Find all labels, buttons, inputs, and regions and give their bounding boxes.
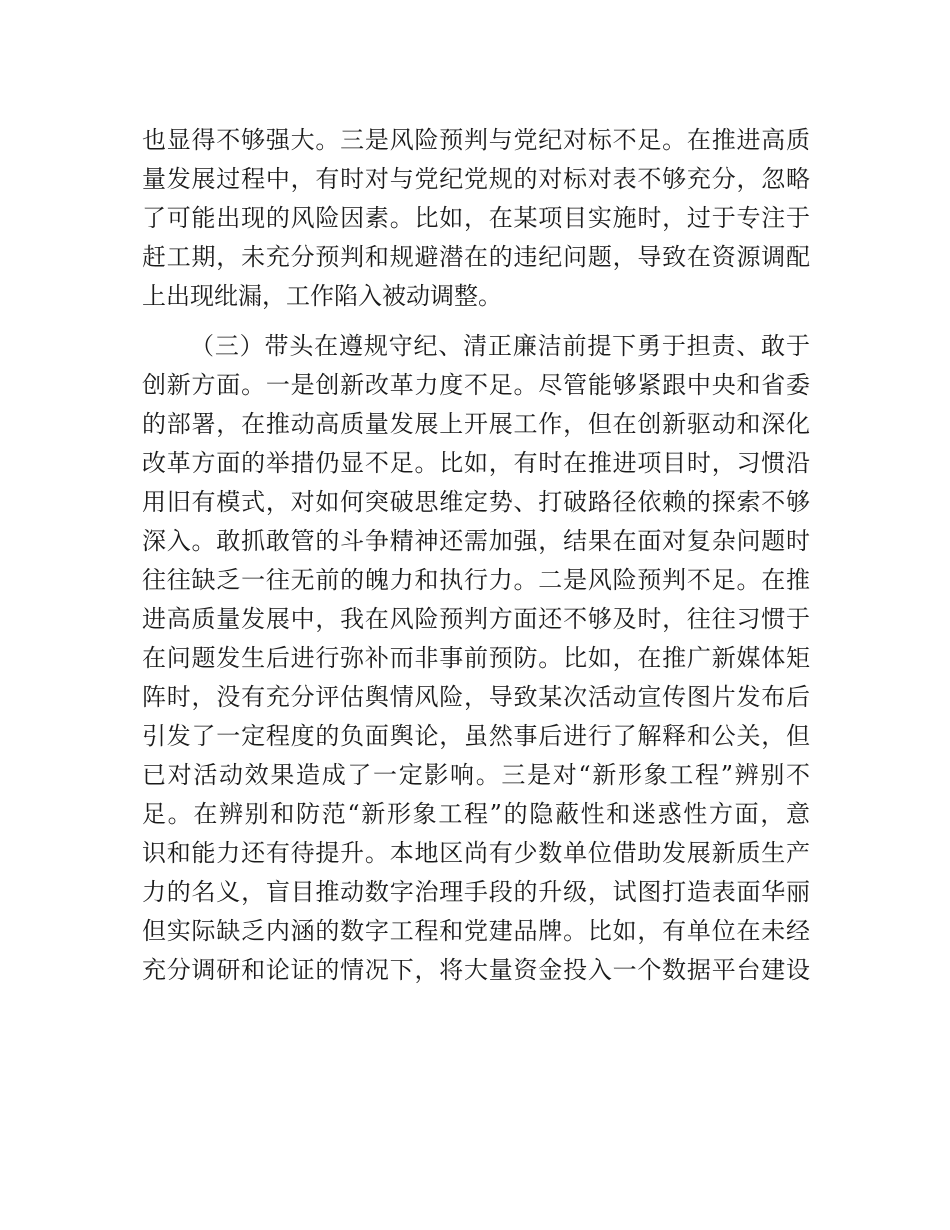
text-line-19: 识和能力还有待提升。本地区尚有少数单位借助发展新质生产 — [142, 839, 810, 867]
text-line-22: 充分调研和论证的情况下，将大量资金投入一个数据平台建设 — [142, 956, 810, 984]
text-line-12: 往往缺乏一往无前的魄力和执行力。二是风险预判不足。在推 — [142, 566, 810, 594]
text-line-3: 了可能出现的风险因素。比如，在某项目实施时，过于专注于 — [142, 204, 810, 232]
text-line-7: 创新方面。一是创新改革力度不足。尽管能够紧跟中央和省委 — [142, 371, 810, 399]
text-line-8: 的部署，在推动高质量发展上开展工作，但在创新驱动和深化 — [142, 410, 810, 438]
text-line-13: 进高质量发展中，我在风险预判方面还不够及时，往往习惯于 — [142, 605, 810, 633]
text-line-2: 量发展过程中，有时对与党纪党规的对标对表不够充分，忽略 — [142, 165, 810, 193]
text-line-21: 但实际缺乏内涵的数字工程和党建品牌。比如，有单位在未经 — [142, 917, 810, 945]
text-line-9: 改革方面的举措仍显不足。比如，有时在推进项目时，习惯沿 — [142, 449, 810, 477]
text-line-18: 足。在辨别和防范“新形象工程”的隐蔽性和迷惑性方面，意 — [142, 800, 810, 828]
text-line-16: 引发了一定程度的负面舆论，虽然事后进行了解释和公关，但 — [142, 722, 810, 750]
text-line-17: 已对活动效果造成了一定影响。三是对“新形象工程”辨别不 — [142, 761, 810, 789]
text-line-10: 用旧有模式，对如何突破思维定势、打破路径依赖的探索不够 — [142, 488, 810, 516]
text-line-5: 上出现纰漏，工作陷入被动调整。 — [142, 282, 502, 310]
text-line-15: 阵时，没有充分评估舆情风险，导致某次活动宣传图片发布后 — [142, 683, 810, 711]
text-line-4: 赶工期，未充分预判和规避潜在的违纪问题，导致在资源调配 — [142, 243, 810, 271]
text-line-20: 力的名义，盲目推动数字治理手段的升级，试图打造表面华丽 — [142, 878, 810, 906]
text-line-14: 在问题发生后进行弥补而非事前预防。比如，在推广新媒体矩 — [142, 644, 810, 672]
text-line-6: （三）带头在遵规守纪、清正廉洁前提下勇于担责、敢于 — [190, 332, 810, 360]
text-line-11: 深入。敢抓敢管的斗争精神还需加强，结果在面对复杂问题时 — [142, 527, 810, 555]
text-line-1: 也显得不够强大。三是风险预判与党纪对标不足。在推进高质 — [142, 126, 810, 154]
